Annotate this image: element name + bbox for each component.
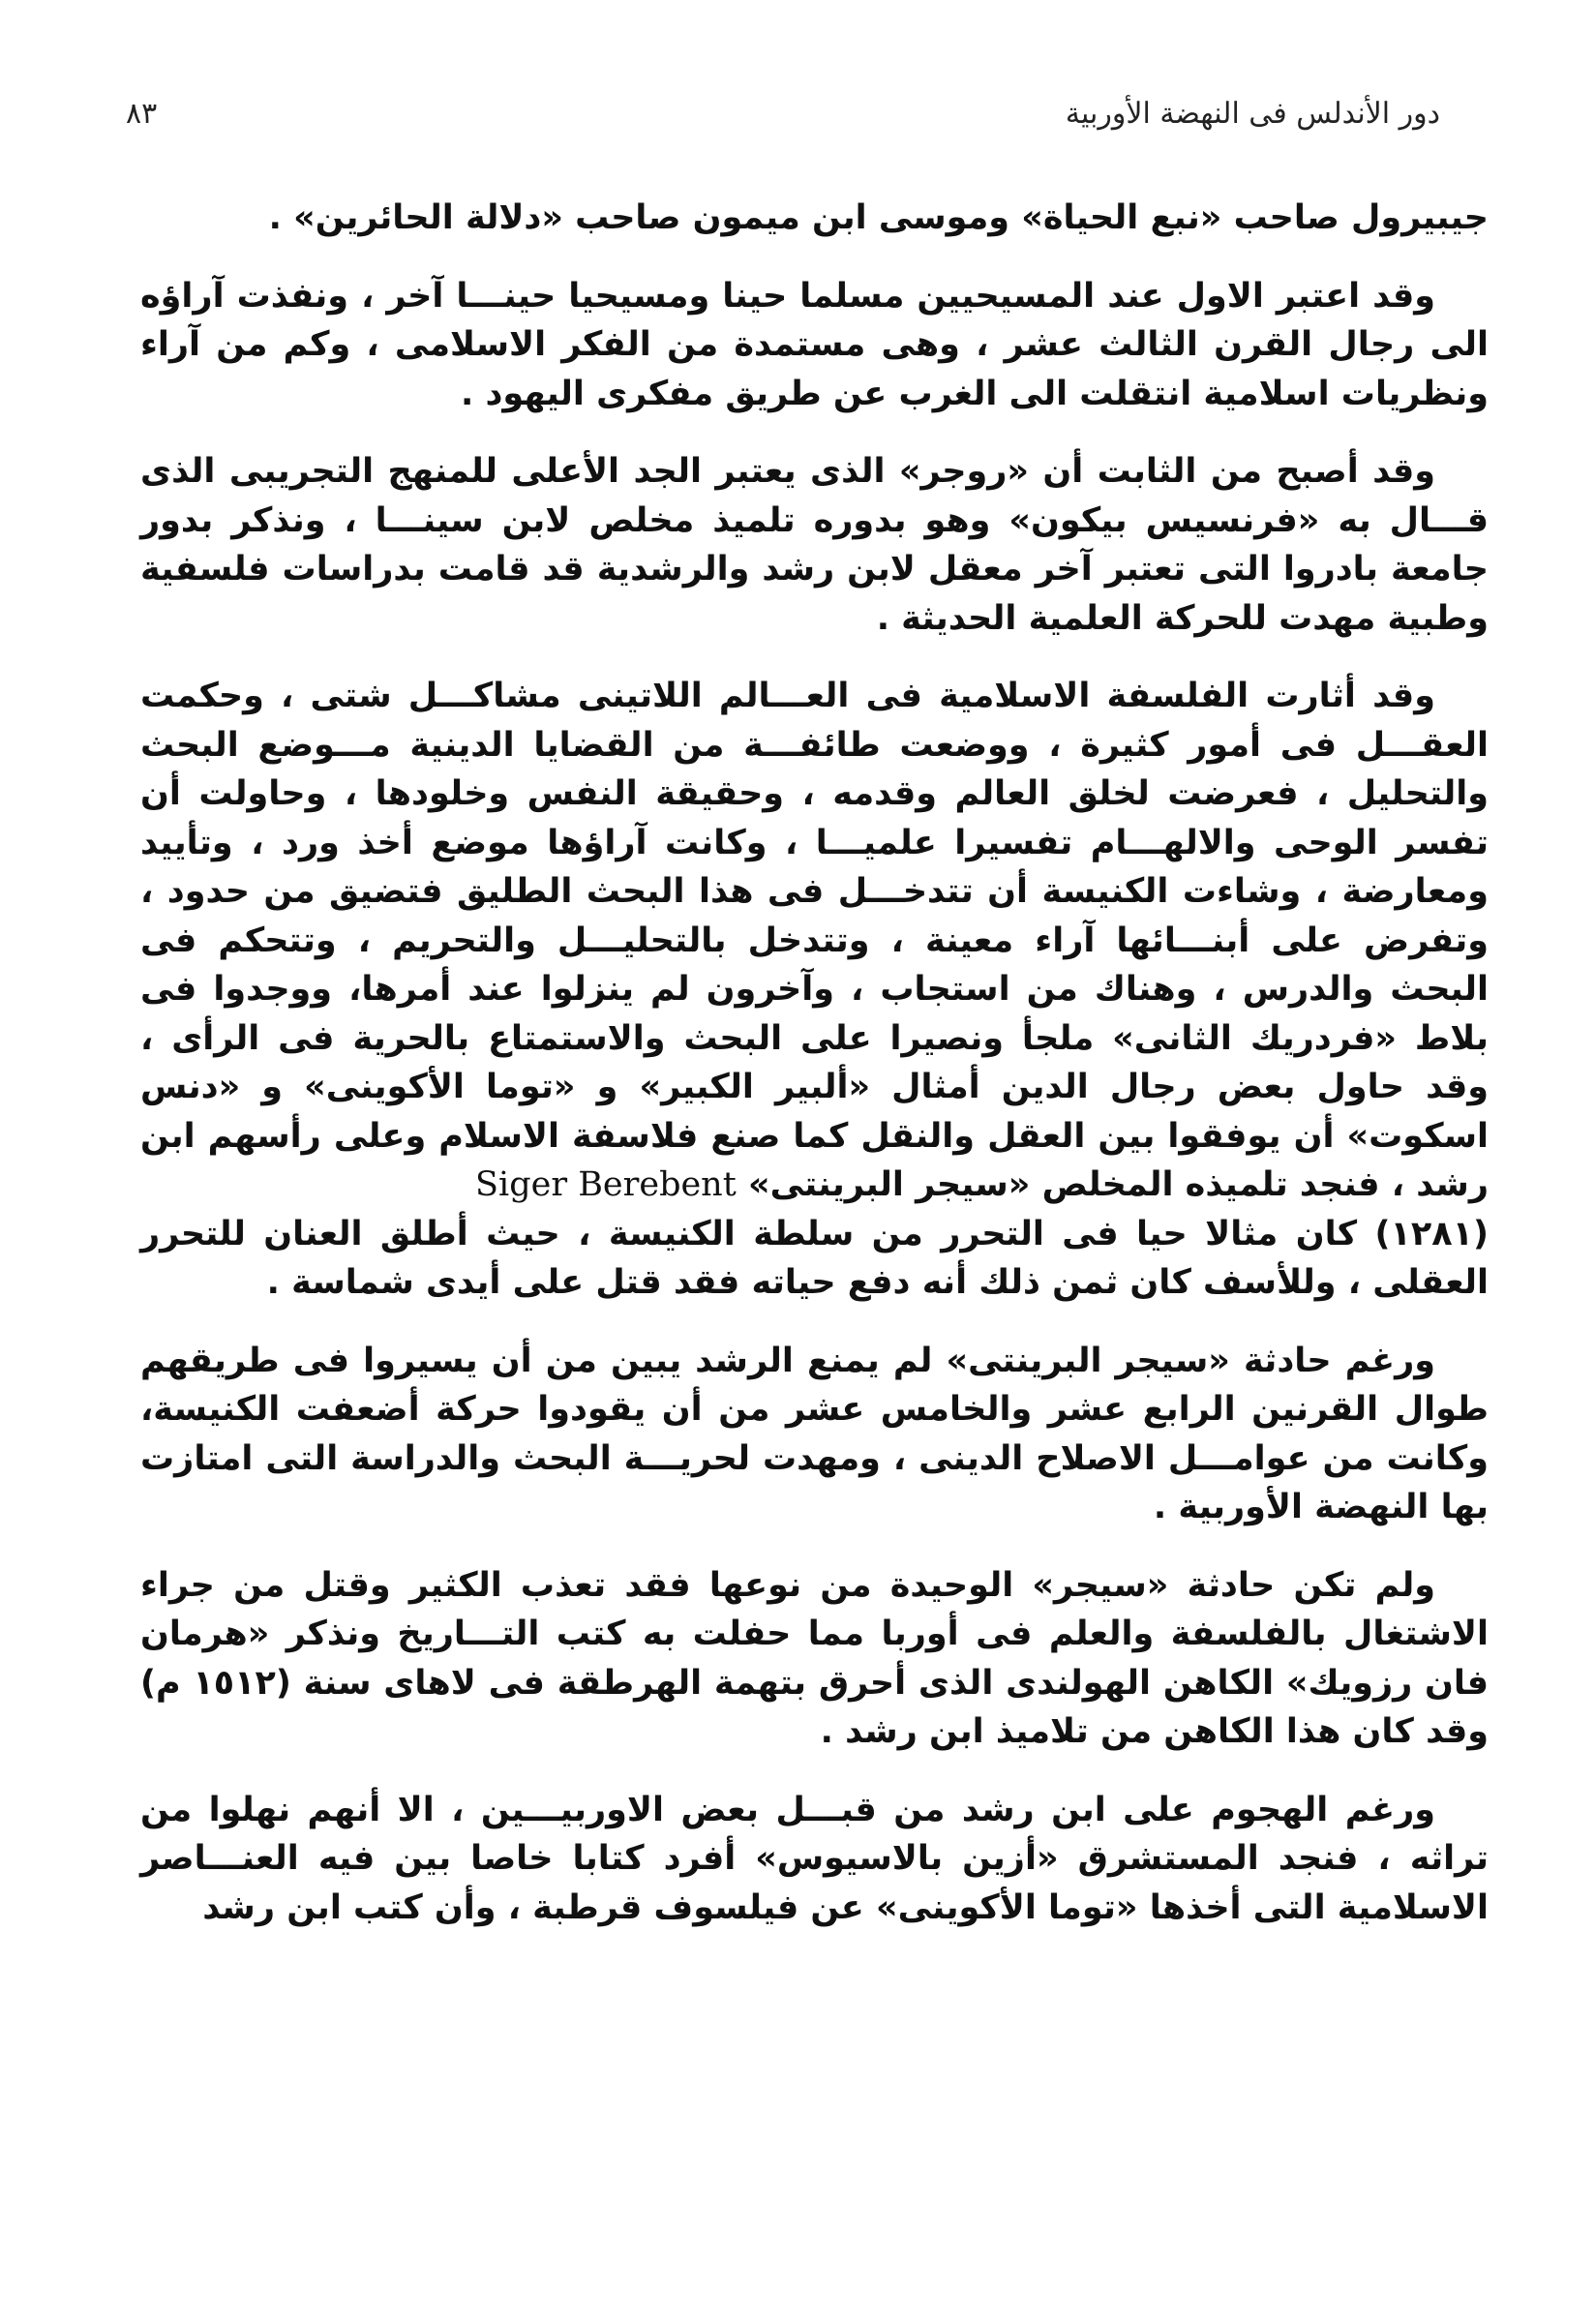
paragraph-2: وقد اعتبر الاول عند المسيحيين مسلما حينا ومسيحيا حينـــا آخر ، ونفذت آراؤه الى رجال القرن الثالث عشر ، وهى مستمدة من الفكر الاسلامى ، وكم من آراء ونظريات اسلامية انتقلت الى الغرب عن طريق مفكرى اليهود .	[140, 276, 1489, 413]
body-text	[140, 194, 1489, 2285]
page-number: ٨٣	[126, 96, 158, 131]
paragraph-4-continued: (١٢٨١) كان مثالا حيا فى التحرر من سلطة الكنيسة ، حيث أطلق العنان للتحرر العقلى ، وللأسف كان ثمن ذلك أنه دفع حياته فقد قتل على أيدى شماسة .	[140, 1214, 1489, 1302]
page-header	[126, 89, 1440, 137]
paragraph-1: جيبيرول صاحب «نبع الحياة» وموسى ابن ميمون صاحب «دلالة الحائرين» .	[268, 198, 1489, 237]
paragraph-4	[140, 672, 1489, 1210]
paragraph-7: ورغم الهجوم على ابن رشد من قبـــل بعض الاوربيـــين ، الا أنهم نهلوا من تراثه ، فنجد المستشرق «أزين بالاسيوس» أفرد كتابا خاصا بين فيه العنـــاصر الاسلامية التى أخذها «توما الأكوينى» عن فيلسوف قرطبة ، وأن كتب ابن رشد	[140, 1790, 1489, 1927]
running-title: دور الأندلس فى النهضة الأوربية	[1065, 96, 1440, 131]
paragraph-3: وقد أصبح من الثابت أن «روجر» الذى يعتبر الجد الأعلى للمنهج التجريبى الذى قـــال به «فرنسيس بيكون» وهو بدوره تلميذ مخلص لابن سينـــا ، ونذكر بدور جامعة بادروا التى تعتبر آخر معقل لابن رشد والرشدية قد قامت بدراسات فلسفية وطبية مهدت للحركة العلمية الحديثة .	[140, 452, 1489, 638]
paragraph-5: ورغم حادثة «سيجر البرينتى» لم يمنع الرشد يبين من أن يسيروا فى طريقهم طوال القرنين الرابع عشر والخامس عشر من أن يقودوا حركة أضعفت الكنيسة، وكانت من عوامـــل الاصلاح الدينى ، ومهدت لحريـــة البحث والدراسة التى امتازت بها النهضة الأوربية .	[140, 1341, 1489, 1526]
paragraph-6: ولم تكن حادثة «سيجر» الوحيدة من نوعها فقد تعذب الكثير وقتل من جراء الاشتغال بالفلسفة والعلم فى أوربا مما حفلت به كتب التـــاريخ ونذكر «هرمان فان رزويك» الكاهن الهولندى الذى أحرق بتهمة الهرطقة فى لاهاى سنة (١٥١٢ م) وقد كان هذا الكاهن من تلاميذ ابن رشد .	[140, 1565, 1489, 1751]
latin-name: Siger Berebent	[475, 1165, 737, 1204]
paragraph-4-text: وقد أثارت الفلسفة الاسلامية فى العـــالم اللاتينى مشاكـــل شتى ، وحكمت العقـــل فى أمور كثيرة ، ووضعت طائفـــة من القضايا الدينية مـــوضع البحث والتحليل ، فعرضت لخلق العالم وقدمه ، وحقيقة النفس وخلودها ، وحاولت أن تفسر الوحى والالهـــام تفسيرا علميـــا ، وكانت آراؤها موضع أخذ ورد ، وتأييد ومعارضة ، وشاءت الكنيسة أن تتدخـــل فى هذا البحث الطليق فتضيق من حدود ، وتفرض على أبنـــائها آراء معينة ، وتتدخل بالتحليـــل والتحريم ، وتتحكم فى البحث والدرس ، وهناك من استجاب ، وآخرون لم ينزلوا عند أمرها، ووجدوا فى بلاط «فردريك الثانى» ملجأ ونصيرا على البحث والاستمتاع بالحرية فى الرأى ، وقد حاول بعض رجال الدين أمثال «ألبير الكبير» و «توما الأكوينى» و «دنس اسكوت» أن يوفقوا بين العقل والنقل كما صنع فلاسفة الاسلام وعلى رأسهم ابن رشد ، فنجد تلميذه المخلص «سيجر البرينتى»	[140, 677, 1489, 1204]
